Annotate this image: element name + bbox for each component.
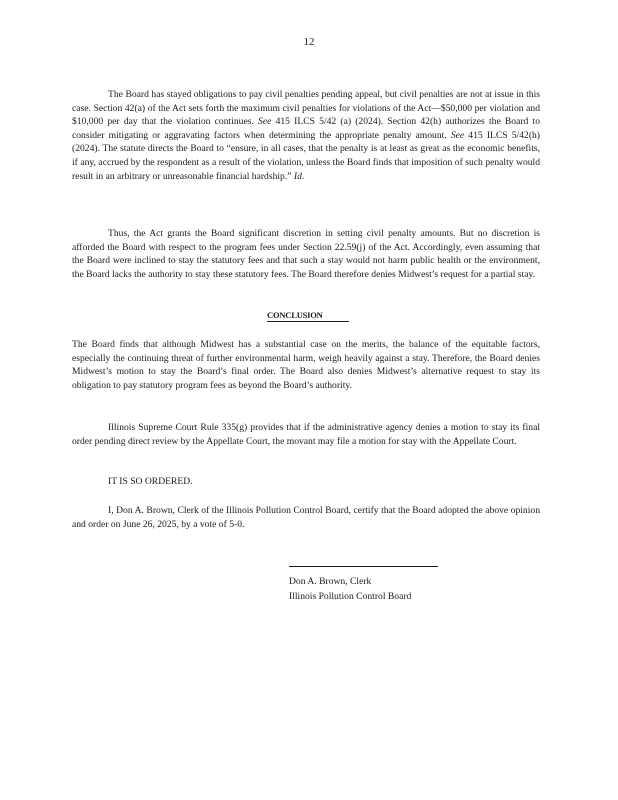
paragraph-civil-penalties bbox=[72, 88, 540, 183]
signature-block bbox=[289, 575, 411, 604]
paragraph-rule-335g bbox=[72, 421, 540, 448]
paragraph-so-ordered bbox=[72, 475, 540, 489]
signature-name: Don A. Brown, Clerk bbox=[289, 576, 372, 587]
paragraph-text: 415 ILCS 5/42 (a) (2024). Section 42(h) authorizes the Board to consider mitigating or aggravating factors when determining the appropriate penalty amount. bbox=[72, 116, 541, 141]
paragraph-conclusion bbox=[72, 338, 540, 392]
citation-signal: See bbox=[258, 116, 272, 128]
paragraph-text: . bbox=[301, 170, 305, 182]
signature-org: Illinois Pollution Control Board bbox=[289, 590, 412, 602]
paragraph-text: The Board has stayed obligations to pay civil penalties pending appeal, but civil penalties are not at issue in this case. Section 42(a) of the Act sets forth the maximum civil penalties for violations of the Act—$50,000 per violation and $10,000 per day that the violation continues. bbox=[72, 89, 540, 128]
citation-signal: See bbox=[450, 129, 465, 141]
paragraph-text: I, Don A. Brown, Clerk of the Illinois Pollution Control Board, certify that the Board adopted the above opinion and order on June 26, 2025, by a vote of 5-0. bbox=[72, 505, 540, 530]
paragraph-text: Thus, the Act grants the Board significant discretion in setting civil penalty amounts. But no discretion is afforded the Board with respect to the program fees under Section 22.59(j) of the Act. Accordingly, even assuming that the Board were inclined to stay the statutory fees and that such a stay would not harm public health or the environment, the Board lacks the authority to stay these statutory fees. The Board therefore denies Midwest’s request for a partial stay. bbox=[72, 228, 540, 280]
paragraph-discretion bbox=[72, 227, 540, 281]
paragraph-text: Illinois Supreme Court Rule 335(g) provides that if the administrative agency denies a motion to stay its final order pending direct review by the Appellate Court, the movant may file a motion for stay with the Appellate Court. bbox=[72, 422, 540, 447]
page-number: 12 bbox=[303, 36, 315, 48]
signature-line bbox=[289, 566, 438, 567]
paragraph-text: 415 ILCS 5/42(h) (2024). The statute directs the Board to “ensure, in all cases, that the penalty is at least as great as the economic benefits, if any, accrued by the respondent as a result of the violation, unless the Board finds that imposition of such penalty would result in an arbitrary or unreasonable financial hardship.” bbox=[72, 129, 541, 182]
conclusion-heading: CONCLUSION bbox=[267, 310, 349, 322]
citation-signal: Id bbox=[293, 170, 302, 182]
paragraph-text: The Board finds that although Midwest has a substantial case on the merits, the balance of the equitable factors, especially the continuing threat of further environmental harm, weigh heavily against a stay. Therefore, the Board denies Midwest’s motion to stay the Board’s final order. The Board also denies Midwest’s alternative request to stay its obligation to pay statutory program fees as beyond the Board’s authority. bbox=[72, 339, 540, 391]
paragraph-clerk-certification bbox=[72, 504, 540, 531]
paragraph-text: IT IS SO ORDERED. bbox=[108, 476, 193, 487]
